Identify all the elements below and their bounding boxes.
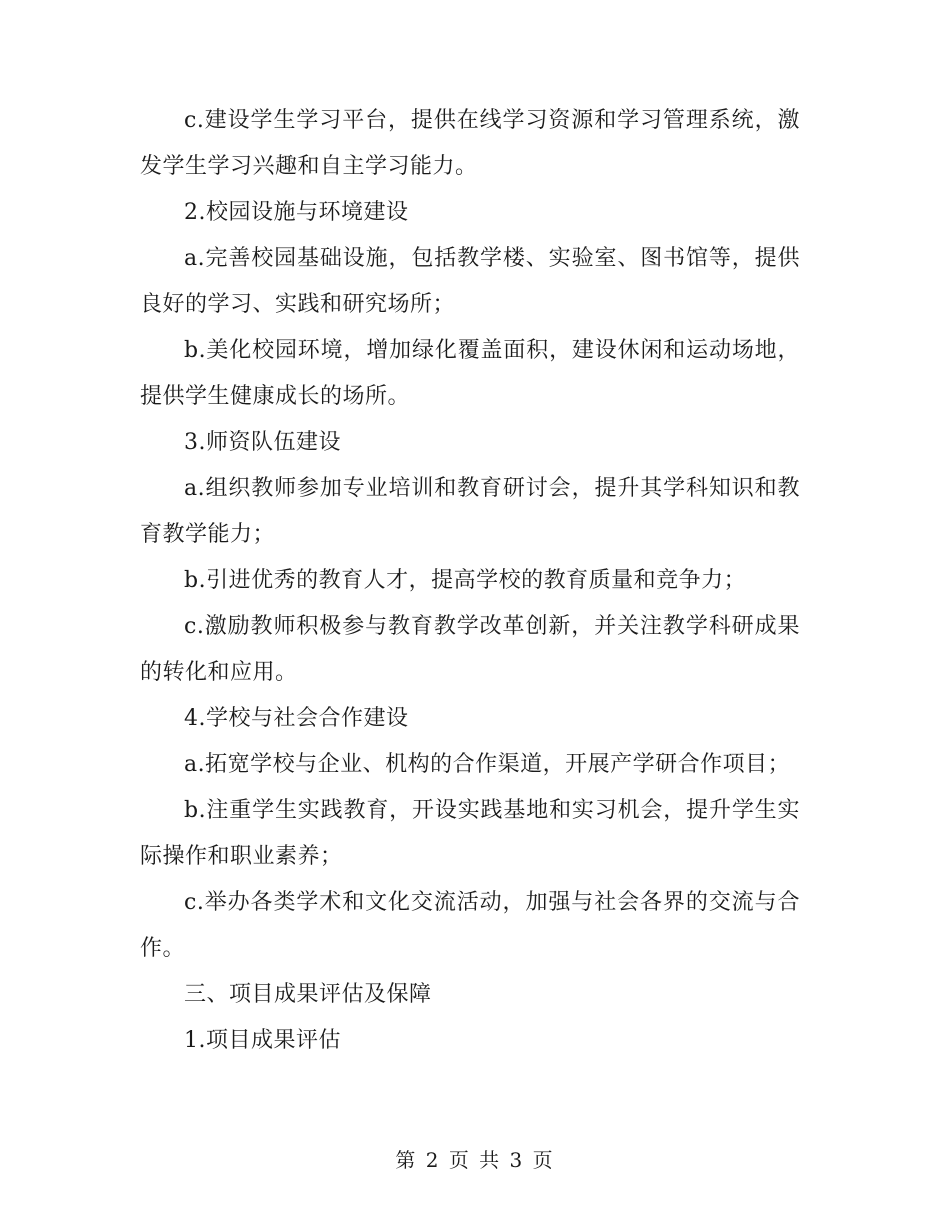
heading-teaching-staff: 3.师资队伍建设 bbox=[184, 430, 341, 455]
document-body bbox=[140, 98, 800, 1064]
heading-project-evaluation: 三、项目成果评估及保障 bbox=[184, 982, 432, 1007]
paragraph-infrastructure: a.完善校园基础设施，包括教学楼、实验室、图书馆等，提供良好的学习、实践和研究场所； bbox=[140, 246, 800, 317]
paragraph-learning-platform: c.建设学生学习平台，提供在线学习资源和学习管理系统，激发学生学习兴趣和自主学习能力。 bbox=[140, 108, 800, 179]
heading-campus-facilities: 2.校园设施与环境建设 bbox=[184, 200, 409, 225]
paragraph-cooperation-channels: a.拓宽学校与企业、机构的合作渠道，开展产学研合作项目； bbox=[184, 752, 791, 777]
paragraph-academic-exchange: c.举办各类学术和文化交流活动，加强与社会各界的交流与合作。 bbox=[140, 890, 800, 961]
paragraph-practice-education: b.注重学生实践教育，开设实践基地和实习机会，提升学生实际操作和职业素养； bbox=[140, 798, 800, 869]
page-footer: 第 2 页 共 3 页 bbox=[395, 1148, 555, 1172]
paragraph-talent-recruitment: b.引进优秀的教育人才，提高学校的教育质量和竞争力； bbox=[184, 568, 747, 593]
paragraph-teacher-training: a.组织教师参加专业培训和教育研讨会，提升其学科知识和教育教学能力； bbox=[140, 476, 800, 547]
paragraph-campus-environment: b.美化校园环境，增加绿化覆盖面积，建设休闲和运动场地，提供学生健康成长的场所。 bbox=[140, 338, 800, 409]
heading-social-cooperation: 4.学校与社会合作建设 bbox=[184, 706, 409, 731]
paragraph-teaching-reform: c.激励教师积极参与教育教学改革创新，并关注教学科研成果的转化和应用。 bbox=[140, 614, 800, 685]
heading-outcome-evaluation: 1.项目成果评估 bbox=[184, 1028, 341, 1053]
